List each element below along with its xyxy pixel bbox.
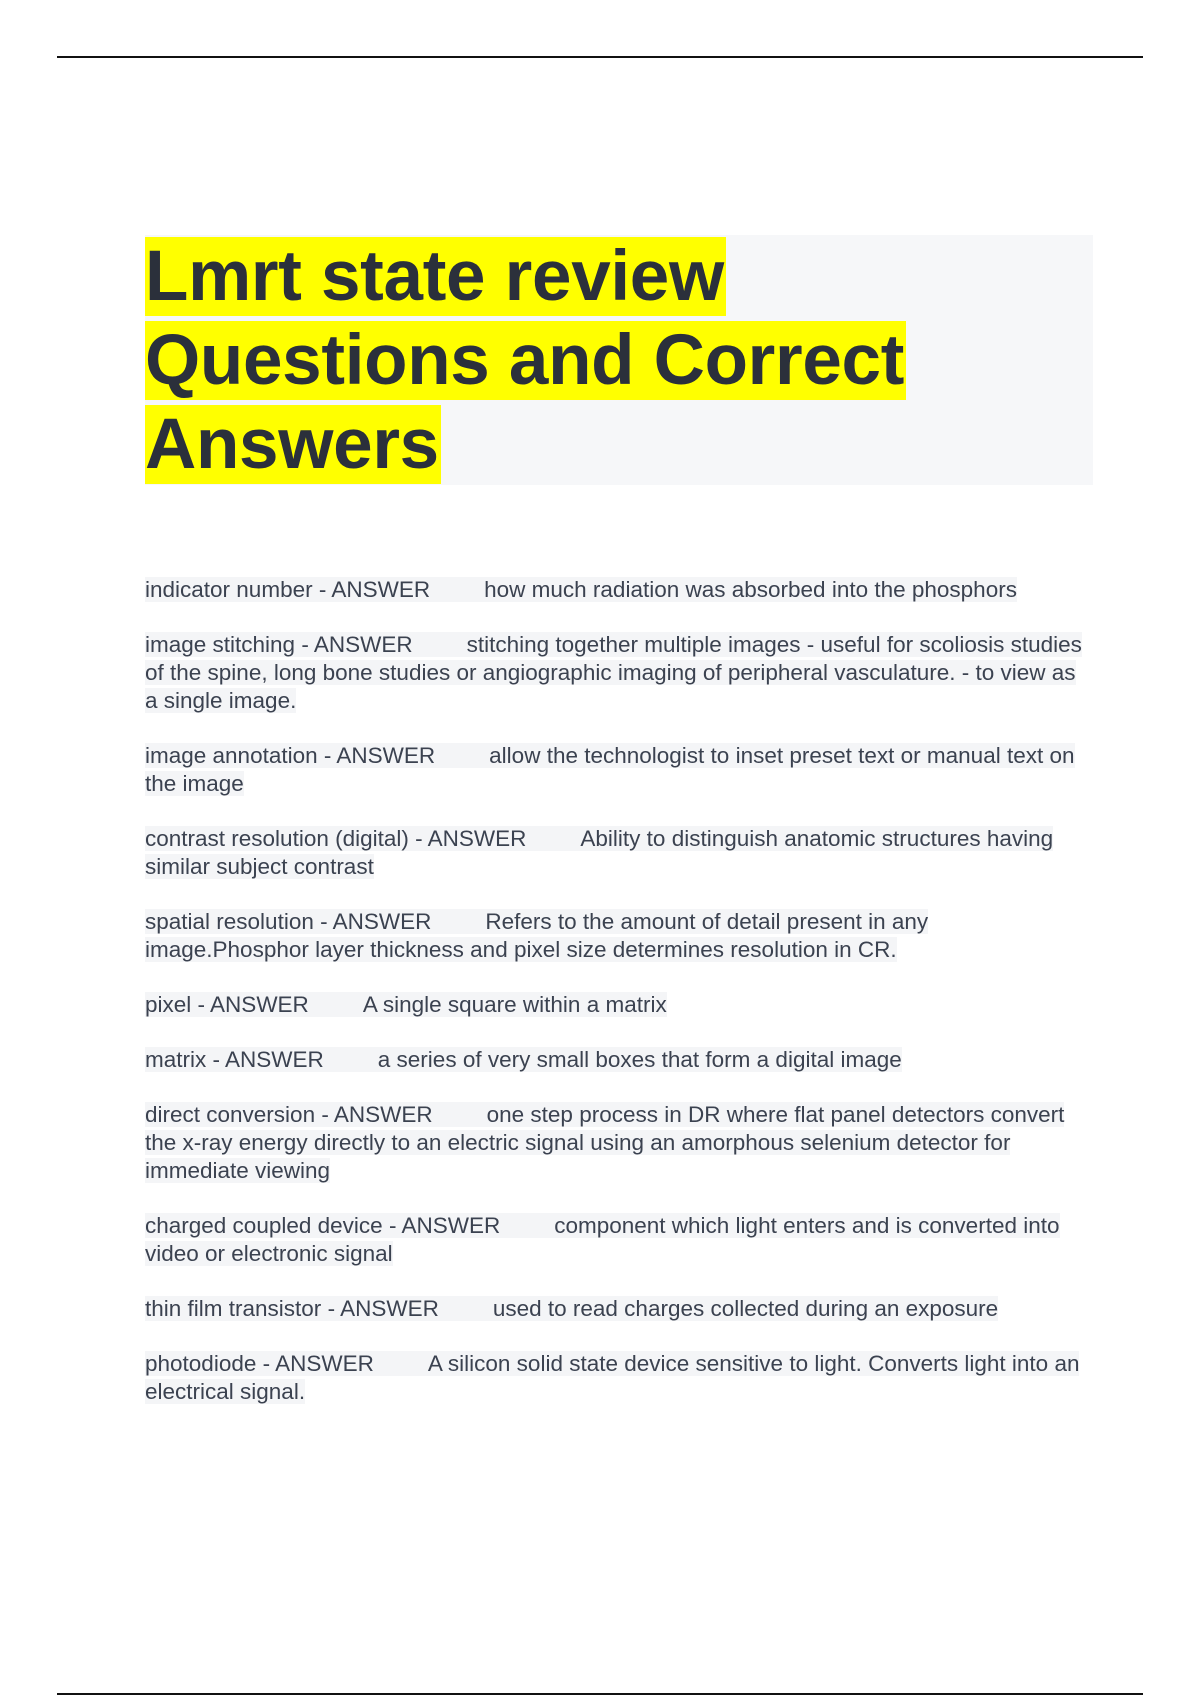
qa-item — [145, 576, 1093, 604]
qa-item — [145, 1101, 1093, 1185]
qa-answer: A single square within a matrix — [362, 992, 667, 1017]
qa-item — [145, 908, 1093, 964]
qa-answer: Ability to distinguish anatomic structures having similar subject contrast — [145, 826, 1054, 879]
qa-item-text — [145, 909, 928, 962]
qa-answer: Refers to the amount of detail present in any image.Phosphor layer thickness and pixel size determines resolution in CR. — [145, 909, 929, 962]
qa-item-text — [145, 743, 1075, 796]
qa-answer: used to read charges collected during an exposure — [492, 1296, 999, 1321]
qa-answer: a series of very small boxes that form a digital image — [377, 1047, 902, 1072]
answer-marker: - ANSWER — [318, 577, 431, 602]
qa-answer: component which light enters and is converted into video or electronic signal — [145, 1213, 1060, 1266]
answer-marker: - ANSWER — [262, 1351, 374, 1376]
qa-item — [145, 1046, 1093, 1074]
qa-term: pixel — [145, 992, 192, 1017]
top-rule — [57, 56, 1143, 58]
answer-marker: - ANSWER — [320, 909, 432, 934]
qa-term: image annotation — [145, 743, 318, 768]
qa-item — [145, 825, 1093, 881]
qa-term: matrix — [145, 1047, 207, 1072]
qa-item-text — [145, 826, 1053, 879]
title-line-1: Lmrt state review — [145, 237, 724, 316]
qa-term: charged coupled device — [145, 1213, 383, 1238]
qa-term: image stitching — [145, 632, 296, 657]
qa-item — [145, 1350, 1093, 1406]
answer-marker: - ANSWER — [415, 826, 527, 851]
qa-answer: one step process in DR where flat panel detectors convert the x-ray energy directly to an electric signal using an amorphous selenium detector for immediate viewing — [145, 1102, 1065, 1183]
answer-marker: - ANSWER — [301, 632, 413, 657]
title-line-2: Questions and Correct — [145, 321, 905, 400]
title-block — [145, 235, 1093, 485]
qa-item — [145, 631, 1093, 715]
answer-marker: - ANSWER — [197, 992, 309, 1017]
qa-term: direct conversion — [145, 1102, 316, 1127]
qa-item — [145, 1212, 1093, 1268]
answer-marker: - ANSWER — [327, 1296, 439, 1321]
qa-answer: how much radiation was absorbed into the phosphors — [484, 577, 1017, 602]
qa-item — [145, 742, 1093, 798]
document-title — [145, 235, 1093, 487]
qa-item-text — [145, 1213, 1060, 1266]
qa-term: thin film transistor — [145, 1296, 322, 1321]
qa-term: indicator number — [145, 577, 313, 602]
qa-term: photodiode — [145, 1351, 257, 1376]
qa-answer: A silicon solid state device sensitive to light. Converts light into an electrical signal. — [145, 1351, 1080, 1404]
qa-answer: allow the technologist to inset preset text or manual text on the image — [145, 743, 1075, 796]
qa-item-text — [145, 1047, 902, 1072]
qa-answer: stitching together multiple images - useful for scoliosis studies of the spine, long bone studies or angiographic imaging of peripheral vasculature. - to view as a single image. — [145, 632, 1082, 713]
answer-marker: - ANSWER — [212, 1047, 324, 1072]
qa-item — [145, 1295, 1093, 1323]
title-line-3: Answers — [145, 405, 439, 484]
qa-item — [145, 991, 1093, 1019]
qa-item-text — [145, 577, 1017, 602]
bottom-rule — [57, 1693, 1143, 1695]
qa-item-text — [145, 1102, 1064, 1183]
qa-item-text — [145, 1351, 1079, 1404]
answer-marker: - ANSWER — [323, 743, 436, 768]
qa-item-text — [145, 1296, 998, 1321]
answer-marker: - ANSWER — [388, 1213, 501, 1238]
qa-list — [145, 576, 1093, 1433]
answer-marker: - ANSWER — [321, 1102, 433, 1127]
qa-term: spatial resolution — [145, 909, 314, 934]
qa-term: contrast resolution (digital) — [145, 826, 409, 851]
qa-item-text — [145, 632, 1082, 713]
qa-item-text — [145, 992, 667, 1017]
